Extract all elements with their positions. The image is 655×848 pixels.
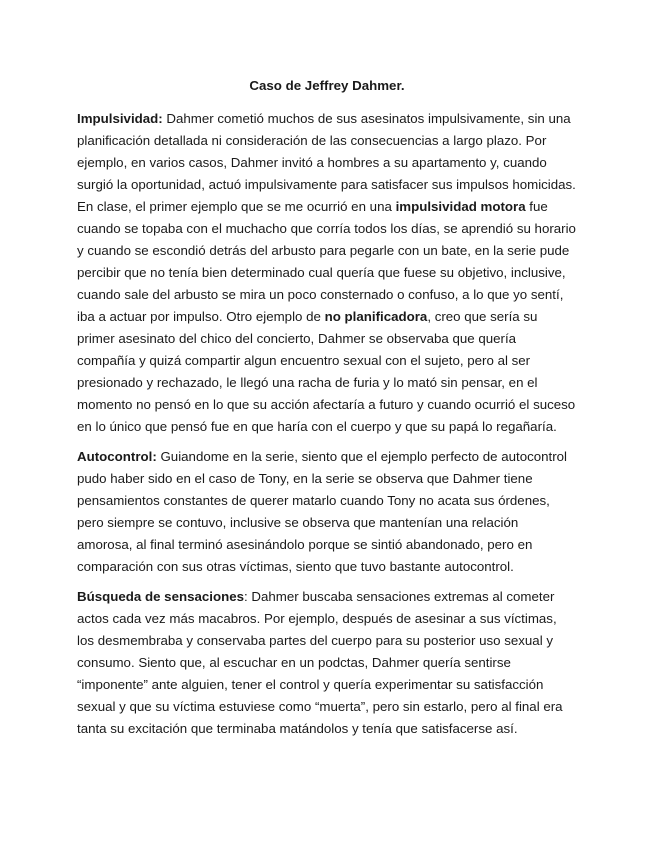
section-busqueda-sensaciones xyxy=(77,586,577,740)
section-autocontrol-text: Guiandome en la serie, siento que el ejemplo perfecto de autocontrol pudo haber sido en el caso de Tony, en la serie se observa que Dahmer tiene pensamientos constantes de querer matarlo cuando Tony no acata sus órdenes, pero siempre se contuvo, inclusive se observa que mantenían una relación amorosa, al final terminó asesinándolo porque se sintió abandonado, pero en comparación con sus otras víctimas, siento que tuvo bastante autocontrol. xyxy=(77,449,568,574)
section-impulsividad-label: Impulsividad: xyxy=(77,111,163,126)
section-busqueda-sensaciones-label: Búsqueda de sensaciones xyxy=(77,589,245,604)
section-busqueda-sensaciones-text: : Dahmer buscaba sensaciones extremas al cometer actos cada vez más macabros. Por ejemplo, después de asesinar a sus víctimas, los desmembraba y conservaba partes del cuerpo para su posterior uso sexual y consumo. Siento que, al escuchar en un podctas, Dahmer quería sentirse “imponente” ante alguien, tener el control y quería experimentar su satisfacción sexual y que su víctima estuviese como “muerta”, pero sin estarlo, pero al final era tanta su excitación que terminaba matándolos y tenía que satisfacerse así. xyxy=(77,589,563,736)
document-page xyxy=(77,78,577,748)
section-autocontrol xyxy=(77,446,577,578)
section-impulsividad-text-3: , creo que sería su primer asesinato del chico del concierto, Dahmer se observaba que quería compañía y quizá compartir algun encuentro sexual con el sujeto, pero al ser presionado y rechazado, le llegó una racha de furia y lo mató sin pensar, en el momento no pensó en lo que su acción afectaría a futuro y cuando ocurrió el suceso en lo único que pensó fue en que haría con el cuerpo y que su papá lo regañaría. xyxy=(77,309,576,434)
document-title: Caso de Jeffrey Dahmer. xyxy=(249,78,405,93)
term-impulsividad-motora: impulsividad motora xyxy=(395,199,526,214)
term-no-planificadora: no planificadora xyxy=(324,309,428,324)
section-autocontrol-label: Autocontrol: xyxy=(77,449,157,464)
section-impulsividad-text-2: fue cuando se topaba con el muchacho que corría todos los días, se aprendió su horario y cuando se escondió detrás del arbusto para pegarle con un bate, en la serie pude percibir que no tenía bien determinado cual quería que fuese su objetivo, inclusive, cuando sale del arbusto se mira un poco consternado o confuso, a lo que yo sentí, iba a actuar por impulso. Otro ejemplo de xyxy=(77,199,576,324)
section-impulsividad-text-1: Dahmer cometió muchos de sus asesinatos impulsivamente, sin una planificación detallada ni consideración de las consecuencias a largo plazo. Por ejemplo, en varios casos, Dahmer invitó a hombres a su apartamento y, cuando surgió la oportunidad, actuó impulsivamente para satisfacer sus impulsos homicidas. En clase, el primer ejemplo que se me ocurrió en una xyxy=(77,111,576,214)
section-impulsividad xyxy=(77,108,577,438)
